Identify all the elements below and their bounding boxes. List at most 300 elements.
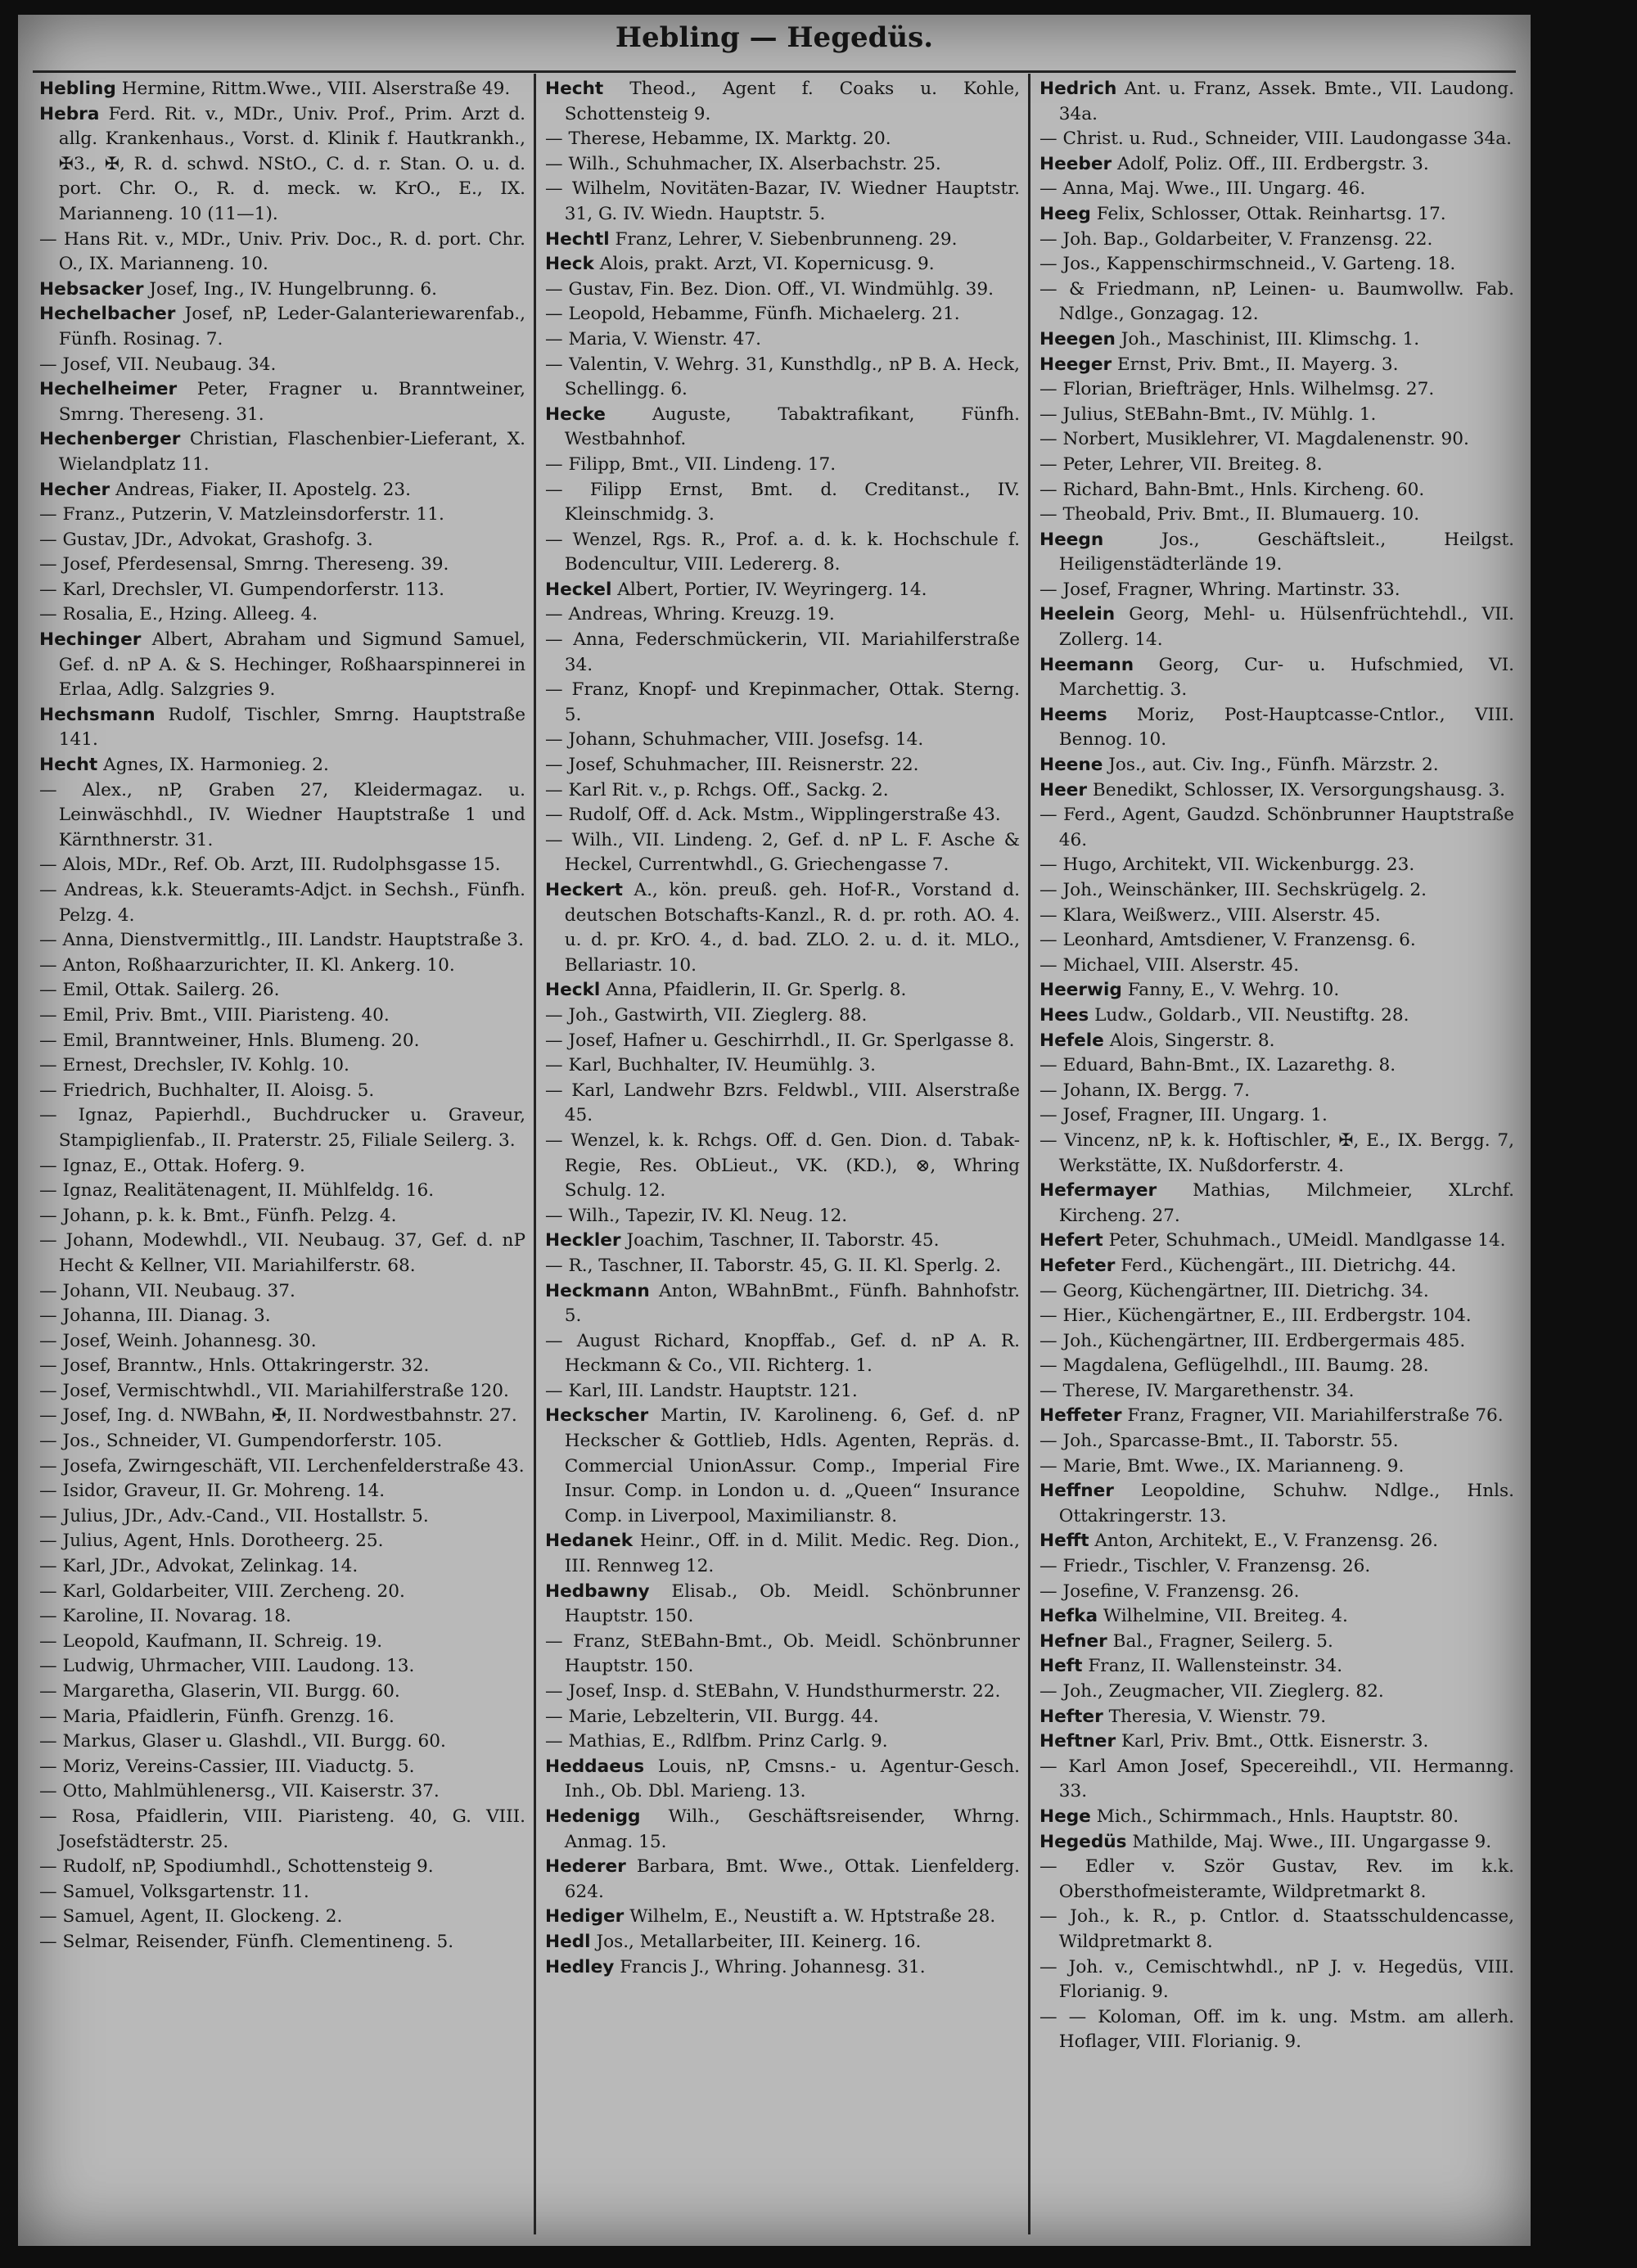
column-divider bbox=[534, 74, 536, 2234]
directory-entry bbox=[545, 1079, 1020, 1129]
directory-entry bbox=[1039, 1079, 1514, 1104]
directory-entry bbox=[1039, 252, 1514, 277]
entry-details: — Otto, Mahlmühlenersg., VII. Kaiserstr. 37. bbox=[39, 1781, 440, 1802]
entry-surname: Hechtl bbox=[545, 228, 610, 250]
entry-details: Martin, IV. Karolineng. 6, Gef. d. nP Heckscher & Gottlieb, Hdls. Agenten, Repräs. d. Commercial UnionAssur. Comp., Imperial Fire Insur. Comp. in London u. d. „Queen“ Insurance Comp. in Liverpool, Maximilianstr. 8. bbox=[564, 1405, 1020, 1526]
directory-entry bbox=[545, 127, 1020, 152]
entry-details: — Jos., Kappenschirmschneid., V. Garteng. 18. bbox=[1039, 254, 1456, 275]
directory-entry bbox=[39, 77, 525, 102]
directory-entry bbox=[545, 678, 1020, 728]
directory-entry bbox=[545, 628, 1020, 678]
entry-details: — Andreas, Whring. Kreuzg. 19. bbox=[545, 604, 835, 625]
entry-details: Hermine, Rittm.Wwe., VIII. Alserstraße 49. bbox=[121, 79, 511, 99]
directory-entry bbox=[39, 578, 525, 603]
directory-entry bbox=[39, 1504, 525, 1530]
entry-details: Ant. u. Franz, Assek. Bmte., VII. Laudong. 34a. bbox=[1058, 79, 1514, 124]
directory-entry bbox=[39, 1329, 525, 1355]
directory-entry bbox=[545, 1129, 1020, 1204]
entry-details: Mathilde, Maj. Wwe., III. Ungargasse 9. bbox=[1132, 1831, 1492, 1852]
entry-surname: Heerwig bbox=[1039, 980, 1122, 1001]
directory-entry bbox=[1039, 978, 1514, 1003]
directory-entry bbox=[545, 403, 1020, 453]
entry-details: Albert, Abraham und Sigmund Samuel, Gef. d. nP A. & S. Hechinger, Roßhaarspinnerei in Erlaa, Adlg. Salzgries 9. bbox=[58, 629, 525, 701]
entry-details: — Wilh., VII. Lindeng. 2, Gef. d. nP L. F. Asche & Heckel, Currentwhdl., G. Griechengasse 7. bbox=[545, 829, 1020, 876]
entry-surname: Heckl bbox=[545, 980, 601, 1001]
directory-entry bbox=[39, 1103, 525, 1153]
entry-details: Anton, Architekt, E., V. Franzensg. 26. bbox=[1094, 1531, 1439, 1552]
directory-entry bbox=[39, 753, 525, 778]
entry-details: — Jos., Schneider, VI. Gumpendorferstr. 105. bbox=[39, 1431, 443, 1452]
entry-details: — Joh., Weinschänker, III. Sechskrügelg. 2. bbox=[1039, 880, 1427, 900]
directory-entry bbox=[545, 1204, 1020, 1229]
entry-details: — Joh., Zeugmacher, VII. Zieglerg. 82. bbox=[1039, 1681, 1384, 1702]
entry-surname: Hedanek bbox=[545, 1531, 634, 1552]
entry-details: Rudolf, Tischler, Smrng. Hauptstraße 141. bbox=[58, 704, 525, 751]
entry-details: Fanny, E., V. Wehrg. 10. bbox=[1127, 980, 1340, 1001]
entry-details: Karl, Priv. Bmt., Ottk. Eisnerstr. 3. bbox=[1121, 1731, 1429, 1752]
entry-details: Elisab., Ob. Meidl. Schönbrunner Hauptstr. 150. bbox=[564, 1580, 1020, 1627]
entry-details: — Vincenz, nP, k. k. Hoftischler, ✠, E., IX. Bergg. 7, Werkstätte, IX. Nußdorferstr. 4. bbox=[1039, 1129, 1514, 1176]
directory-entry bbox=[39, 1029, 525, 1054]
directory-entry bbox=[545, 228, 1020, 253]
entry-details: Wilhelm, E., Neustift a. W. Hptstraße 28. bbox=[629, 1906, 996, 1928]
directory-entry bbox=[1039, 1429, 1514, 1454]
directory-entry bbox=[545, 302, 1020, 327]
directory-entry bbox=[1039, 653, 1514, 703]
directory-entry bbox=[39, 1880, 525, 1905]
directory-entry bbox=[1039, 1103, 1514, 1129]
entry-surname: Heckert bbox=[545, 880, 623, 900]
directory-entry bbox=[1039, 2005, 1514, 2055]
entry-details: — Josef, Weinh. Johannesg. 30. bbox=[39, 1330, 317, 1351]
entry-details: Francis J., Whring. Johannesg. 31. bbox=[620, 1956, 926, 1977]
directory-entry bbox=[1039, 1279, 1514, 1305]
entry-surname: Hefka bbox=[1039, 1606, 1098, 1627]
entry-details: — Julius, Agent, Hnls. Dorotheerg. 25. bbox=[39, 1531, 384, 1552]
directory-entry bbox=[545, 1680, 1020, 1705]
entry-details: — Wilh., Schuhmacher, IX. Alserbachstr. 25. bbox=[545, 153, 941, 174]
directory-entry bbox=[39, 1580, 525, 1605]
entry-details: — Hier., Küchengärtner, E., III. Erdbergstr. 104. bbox=[1039, 1305, 1472, 1327]
directory-entry bbox=[39, 102, 525, 228]
entry-details: — Alois, MDr., Ref. Ob. Arzt, III. Rudolphsgasse 15. bbox=[39, 854, 501, 876]
entry-details: Wilh., Geschäftsreisender, Whrng. Anmag. 15. bbox=[564, 1806, 1020, 1852]
entry-surname: Hecke bbox=[545, 404, 606, 425]
entry-details: — Karl Amon Josef, Specereihdl., VII. Hermanng. 33. bbox=[1039, 1756, 1514, 1802]
directory-entry bbox=[1039, 1654, 1514, 1680]
entry-details: Franz, Fragner, VII. Mariahilferstraße 76. bbox=[1127, 1405, 1504, 1427]
directory-entry bbox=[1039, 1830, 1514, 1855]
entry-details: — Johann, VII. Neubaug. 37. bbox=[39, 1280, 295, 1301]
directory-entry bbox=[545, 1705, 1020, 1730]
directory-entry bbox=[39, 1680, 525, 1705]
entry-details: — Karl, JDr., Advokat, Zelinkag. 14. bbox=[39, 1556, 359, 1577]
directory-entry bbox=[545, 1003, 1020, 1029]
directory-entry bbox=[1039, 703, 1514, 753]
entry-details: — Joh., Sparcasse-Bmt., II. Taborstr. 55. bbox=[1039, 1431, 1399, 1452]
directory-entry bbox=[39, 1554, 525, 1580]
directory-entry bbox=[1039, 904, 1514, 929]
directory-entry bbox=[1039, 503, 1514, 528]
entry-details: Jos., Metallarbeiter, III. Keinerg. 16. bbox=[596, 1931, 922, 1952]
entry-details: — Valentin, V. Wehrg. 31, Kunsthdlg., nP B. A. Heck, Schellingg. 6. bbox=[545, 354, 1020, 400]
entry-details: — Hans Rit. v., MDr., Univ. Priv. Doc., R. d. port. Chr. O., IX. Marianneng. 10. bbox=[39, 228, 525, 275]
directory-entry bbox=[39, 1179, 525, 1204]
entry-details: Christian, Flaschenbier-Lieferant, X. Wielandplatz 11. bbox=[58, 429, 525, 475]
directory-entry bbox=[545, 578, 1020, 603]
entry-details: — Ignaz, Realitätenagent, II. Mühlfeldg. 16. bbox=[39, 1180, 435, 1202]
entry-surname: Hefner bbox=[1039, 1630, 1107, 1652]
entry-details: — Markus, Glaser u. Glashdl., VII. Burgg. 60. bbox=[39, 1731, 446, 1752]
entry-surname: Heer bbox=[1039, 779, 1088, 800]
entry-details: — R., Taschner, II. Taborstr. 45, G. II. Kl. Sperlg. 2. bbox=[545, 1255, 1002, 1276]
entry-details: Josef, Ing., IV. Hungelbrunng. 6. bbox=[149, 278, 437, 300]
directory-entry bbox=[39, 1079, 525, 1104]
entry-details: — Johann, IX. Bergg. 7. bbox=[1039, 1080, 1251, 1101]
directory-entry bbox=[1039, 1404, 1514, 1429]
directory-entry bbox=[1039, 853, 1514, 878]
entry-details: — Joh., k. R., p. Cntlor. d. Staatsschuldencasse, Wildpretmarkt 8. bbox=[1039, 1906, 1514, 1952]
entry-details: Joh., Maschinist, III. Klimschg. 1. bbox=[1121, 328, 1420, 349]
directory-entry bbox=[545, 1630, 1020, 1680]
directory-entry bbox=[39, 1279, 525, 1305]
directory-entry bbox=[1039, 528, 1514, 578]
entry-details: Anna, Pfaidlerin, II. Gr. Sperlg. 8. bbox=[606, 980, 907, 1001]
directory-entry bbox=[1039, 77, 1514, 127]
entry-details: — Karl Rit. v., p. Rchgs. Off., Sackg. 2. bbox=[545, 779, 889, 800]
directory-entry bbox=[1039, 1580, 1514, 1605]
entry-surname: Hege bbox=[1039, 1806, 1091, 1827]
entry-surname: Hechenberger bbox=[39, 429, 181, 450]
directory-entry bbox=[545, 1580, 1020, 1630]
directory-entry bbox=[39, 1479, 525, 1504]
directory-entry bbox=[545, 753, 1020, 778]
directory-entry bbox=[1039, 778, 1514, 804]
entry-surname: Heckmann bbox=[545, 1280, 650, 1301]
directory-entry bbox=[39, 602, 525, 628]
directory-entry bbox=[1039, 1053, 1514, 1079]
entry-surname: Heddaeus bbox=[545, 1756, 645, 1777]
entry-surname: Heemann bbox=[1039, 654, 1134, 675]
directory-entry bbox=[39, 1204, 525, 1229]
directory-entry bbox=[1039, 1705, 1514, 1730]
directory-entry bbox=[1039, 1129, 1514, 1179]
directory-entry bbox=[545, 1805, 1020, 1855]
entry-details: Louis, nP, Cmsns.- u. Agentur-Gesch. Inh., Ob. Dbl. Marieng. 13. bbox=[564, 1756, 1020, 1802]
directory-entry bbox=[1039, 1379, 1514, 1405]
entry-surname: Hecher bbox=[39, 479, 110, 500]
entry-details: — Johanna, III. Dianag. 3. bbox=[39, 1305, 271, 1327]
entry-details: — Marie, Bmt. Wwe., IX. Marianneng. 9. bbox=[1039, 1455, 1405, 1477]
directory-entry bbox=[1039, 954, 1514, 979]
directory-entry bbox=[1039, 127, 1514, 152]
directory-entry bbox=[39, 778, 525, 854]
directory-entry bbox=[1039, 1755, 1514, 1805]
directory-entry bbox=[1039, 1179, 1514, 1229]
directory-entry bbox=[1039, 228, 1514, 253]
entry-details: — Wilhelm, Novitäten-Bazar, IV. Wiedner Hauptstr. 31, G. IV. Wiedn. Hauptstr. 5. bbox=[545, 178, 1020, 224]
entry-surname: Hecht bbox=[39, 755, 98, 776]
directory-entry bbox=[545, 1955, 1020, 1981]
entry-details: Mathias, Milchmeier, XLrchf. Kircheng. 27. bbox=[1058, 1180, 1514, 1226]
entry-surname: Heckel bbox=[545, 579, 612, 600]
entry-surname: Hechelheimer bbox=[39, 379, 178, 400]
entry-details: — Johann, p. k. k. Bmt., Fünfh. Pelzg. 4. bbox=[39, 1205, 397, 1226]
entry-details: — Magdalena, Geflügelhdl., III. Baumg. 28. bbox=[1039, 1355, 1429, 1377]
entry-surname: Heffner bbox=[1039, 1481, 1114, 1502]
directory-entry bbox=[1039, 753, 1514, 778]
directory-entry bbox=[1039, 1729, 1514, 1755]
entry-details: Andreas, Fiaker, II. Apostelg. 23. bbox=[115, 479, 412, 500]
entry-details: — Ludwig, Uhrmacher, VIII. Laudong. 13. bbox=[39, 1656, 415, 1677]
entry-details: — Marie, Lebzelterin, VII. Burgg. 44. bbox=[545, 1706, 879, 1727]
entry-details: — Julius, JDr., Adv.-Cand., VII. Hostallstr. 5. bbox=[39, 1505, 429, 1526]
directory-entry bbox=[39, 1930, 525, 1955]
column-divider bbox=[1028, 74, 1030, 2234]
entry-details: — Joh. v., Cemischtwhdl., nP J. v. Hegedüs, VIII. Florianig. 9. bbox=[1039, 1956, 1514, 2003]
entry-details: Moriz, Post-Hauptcasse-Cntlor., VIII. Bennog. 10. bbox=[1058, 704, 1514, 751]
entry-details: Theresia, V. Wienstr. 79. bbox=[1108, 1706, 1327, 1727]
entry-details: Georg, Mehl- u. Hülsenfrüchtehdl., VII. Zollerg. 14. bbox=[1058, 604, 1514, 651]
entry-details: — Anna, Maj. Wwe., III. Ungarg. 46. bbox=[1039, 178, 1366, 200]
directory-entry bbox=[39, 1304, 525, 1329]
entry-surname: Heckler bbox=[545, 1230, 621, 1251]
directory-entry bbox=[545, 728, 1020, 753]
entry-details: Ernst, Priv. Bmt., II. Mayerg. 3. bbox=[1117, 354, 1399, 375]
entry-details: — Franz, StEBahn-Bmt., Ob. Meidl. Schönbrunner Hauptstr. 150. bbox=[545, 1630, 1020, 1677]
entry-details: — Maria, V. Wienstr. 47. bbox=[545, 328, 762, 349]
entry-details: — Josef, Fragner, III. Ungarg. 1. bbox=[1039, 1105, 1328, 1126]
directory-entry bbox=[545, 528, 1020, 578]
entry-surname: Hedl bbox=[545, 1931, 591, 1952]
entry-details: Georg, Cur- u. Hufschmied, VI. Marchettig. 3. bbox=[1058, 654, 1514, 701]
directory-entry bbox=[545, 1029, 1020, 1054]
directory-entry bbox=[545, 602, 1020, 628]
entry-details: — Josefa, Zwirngeschäft, VII. Lerchenfelderstraße 43. bbox=[39, 1455, 525, 1477]
directory-entry bbox=[39, 302, 525, 352]
directory-entry bbox=[545, 77, 1020, 127]
directory-entry bbox=[1039, 578, 1514, 603]
entry-details: — Josef, Schuhmacher, III. Reisnerstr. 22. bbox=[545, 755, 919, 776]
directory-entry bbox=[39, 1604, 525, 1630]
entry-details: — Christ. u. Rud., Schneider, VIII. Laudongasse 34a. bbox=[1039, 129, 1512, 150]
entry-details: Alois, prakt. Arzt, VI. Kopernicusg. 9. bbox=[599, 254, 935, 275]
entry-details: Adolf, Poliz. Off., III. Erdbergstr. 3. bbox=[1117, 153, 1429, 174]
directory-entry bbox=[39, 1053, 525, 1079]
entry-details: — Anton, Roßhaarzurichter, II. Kl. Ankerg. 10. bbox=[39, 954, 455, 976]
directory-entry bbox=[39, 1630, 525, 1655]
entry-surname: Heelein bbox=[1039, 604, 1116, 625]
entry-surname: Hefeter bbox=[1039, 1255, 1116, 1276]
entry-details: Heinr., Off. in d. Milit. Medic. Reg. Dion., III. Rennweg 12. bbox=[564, 1531, 1020, 1577]
directory-entry bbox=[39, 1229, 525, 1278]
directory-entry bbox=[39, 1729, 525, 1755]
entry-details: Peter, Fragner u. Branntweiner, Smrng. Thereseng. 31. bbox=[58, 379, 525, 425]
entry-details: — Julius, StEBahn-Bmt., IV. Mühlg. 1. bbox=[1039, 404, 1377, 425]
entry-details: — Richard, Bahn-Bmt., Hnls. Kircheng. 60. bbox=[1039, 479, 1425, 500]
entry-details: — Ignaz, Papierhdl., Buchdrucker u. Graveur, Stampiglienfab., II. Praterstr. 25, Filiale Seilerg. 3. bbox=[39, 1105, 525, 1151]
entry-details: — & Friedmann, nP, Leinen- u. Baumwollw. Fab. Ndlge., Gonzagag. 12. bbox=[1039, 278, 1514, 325]
entry-details: Wilhelmine, VII. Breiteg. 4. bbox=[1103, 1606, 1348, 1627]
directory-entry bbox=[1039, 353, 1514, 378]
entry-details: — Gustav, Fin. Bez. Dion. Off., VI. Windmühlg. 39. bbox=[545, 278, 994, 300]
directory-entry bbox=[39, 353, 525, 378]
entry-surname: Heffeter bbox=[1039, 1405, 1122, 1427]
directory-entry bbox=[1039, 1529, 1514, 1554]
entry-details: — Wenzel, Rgs. R., Prof. a. d. k. k. Hochschule f. Bodencultur, VIII. Ledererg. 8. bbox=[545, 529, 1020, 575]
directory-entry bbox=[1039, 1254, 1514, 1279]
directory-entry bbox=[39, 1905, 525, 1930]
directory-entry bbox=[545, 478, 1020, 528]
entry-details: — Florian, Briefträger, Hnls. Wilhelmsg. 27. bbox=[1039, 379, 1435, 400]
column-3 bbox=[1031, 77, 1522, 2238]
directory-entry bbox=[39, 1429, 525, 1454]
directory-entry bbox=[1039, 152, 1514, 178]
entry-details: — Anna, Dienstvermittlg., III. Landstr. Hauptstraße 3. bbox=[39, 930, 524, 951]
entry-details: — Josefine, V. Franzensg. 26. bbox=[1039, 1580, 1300, 1602]
directory-entry bbox=[39, 228, 525, 277]
directory-entry bbox=[545, 803, 1020, 828]
directory-entry bbox=[545, 152, 1020, 178]
directory-entry bbox=[39, 552, 525, 578]
entry-details: — Joh., Gastwirth, VII. Zieglerg. 88. bbox=[545, 1004, 868, 1026]
entry-details: Jos., Geschäftsleit., Heilgst. Heiligenstädterlände 19. bbox=[1058, 529, 1514, 575]
directory-entry bbox=[39, 1805, 525, 1855]
entry-details: — Theobald, Priv. Bmt., II. Blumauerg. 10. bbox=[1039, 504, 1420, 525]
directory-entry bbox=[545, 778, 1020, 804]
directory-entry bbox=[1039, 1905, 1514, 1955]
header-rule bbox=[33, 70, 1516, 73]
entry-details: — Rudolf, nP, Spodiumhdl., Schottensteig 9. bbox=[39, 1856, 434, 1878]
entry-details: Ferd., Küchengärt., III. Dietrichg. 44. bbox=[1121, 1255, 1457, 1276]
entry-surname: Hedrich bbox=[1039, 79, 1117, 99]
entry-details: — Wenzel, k. k. Rchgs. Off. d. Gen. Dion. d. Tabak-Regie, Res. ObLieut., VK. (KD.), ⊗, Whring Schulg. 12. bbox=[545, 1129, 1020, 1202]
entry-details: Leopoldine, Schuhw. Ndlge., Hnls. Ottakringerstr. 13. bbox=[1058, 1481, 1514, 1526]
directory-entry bbox=[39, 1654, 525, 1680]
entry-details: Agnes, IX. Harmonieg. 2. bbox=[103, 755, 329, 776]
entry-details: — Klara, Weißwerz., VIII. Alserstr. 45. bbox=[1039, 904, 1381, 926]
entry-details: Anton, WBahnBmt., Fünfh. Bahnhofstr. 5. bbox=[564, 1280, 1020, 1327]
entry-details: — Johann, Modewhdl., VII. Neubaug. 37, Gef. d. nP Hecht & Kellner, VII. Mariahilferstr. 68. bbox=[39, 1230, 525, 1276]
entry-details: — Peter, Lehrer, VII. Breiteg. 8. bbox=[1039, 453, 1323, 475]
entry-details: — Moriz, Vereins-Cassier, III. Viaductg. 5. bbox=[39, 1756, 415, 1777]
entry-surname: Heeber bbox=[1039, 153, 1112, 174]
entry-details: — Leopold, Kaufmann, II. Schreig. 19. bbox=[39, 1630, 383, 1652]
entry-details: — Leopold, Hebamme, Fünfh. Michaelerg. 21. bbox=[545, 304, 960, 325]
entry-details: — Emil, Branntweiner, Hnls. Blumeng. 20. bbox=[39, 1030, 420, 1051]
entry-surname: Hediger bbox=[545, 1906, 625, 1928]
entry-surname: Heftner bbox=[1039, 1731, 1116, 1752]
directory-entry bbox=[545, 1254, 1020, 1279]
entry-details: — Isidor, Graveur, II. Gr. Mohreng. 14. bbox=[39, 1481, 386, 1502]
directory-entry bbox=[1039, 1604, 1514, 1630]
directory-entry bbox=[1039, 1680, 1514, 1705]
entry-details: Bal., Fragner, Seilerg. 5. bbox=[1112, 1630, 1333, 1652]
entry-details: Ferd. Rit. v., MDr., Univ. Prof., Prim. Arzt d. allg. Krankenhaus., Vorst. d. Klinik f. Hautkrankh., ✠3., ✠, R. d. schwd. NStO., C. d. r. Stan. O. u. d. port. Chr. O., R. d. meck. w. KrO., E., IX. Marianneng. 10 (11—1). bbox=[58, 103, 525, 224]
entry-surname: Heeger bbox=[1039, 354, 1112, 375]
entry-details: — Karoline, II. Novarag. 18. bbox=[39, 1606, 291, 1627]
directory-entry bbox=[545, 277, 1020, 303]
directory-entry bbox=[1039, 1354, 1514, 1379]
entry-surname: Hedbawny bbox=[545, 1580, 650, 1602]
entry-details: — Selmar, Reisender, Fünfh. Clementineng. 5. bbox=[39, 1931, 454, 1952]
directory-entry bbox=[545, 1229, 1020, 1254]
entry-details: — Josef, Ing. d. NWBahn, ✠, II. Nordwestbahnstr. 27. bbox=[39, 1405, 517, 1427]
entry-surname: Hedley bbox=[545, 1956, 615, 1977]
entry-details: — Therese, IV. Margarethenstr. 34. bbox=[1039, 1380, 1355, 1401]
directory-entry bbox=[1039, 878, 1514, 904]
entry-surname: Heene bbox=[1039, 755, 1103, 776]
entry-details: — Franz, Knopf- und Krepinmacher, Ottak. Sterng. 5. bbox=[545, 679, 1020, 725]
directory-entry bbox=[1039, 177, 1514, 202]
entry-details: — Ferd., Agent, Gaudzd. Schönbrunner Hauptstraße 46. bbox=[1039, 805, 1514, 850]
directory-entry bbox=[1039, 1304, 1514, 1329]
directory-entry bbox=[1039, 1855, 1514, 1905]
entry-details: — Josef, Pferdesensal, Smrng. Thereseng. 39. bbox=[39, 554, 449, 575]
entry-details: Albert, Portier, IV. Weyringerg. 14. bbox=[617, 579, 927, 600]
entry-surname: Hechinger bbox=[39, 629, 142, 651]
directory-entry bbox=[1039, 478, 1514, 503]
directory-entry bbox=[545, 1529, 1020, 1579]
directory-entry bbox=[39, 427, 525, 477]
directory-entry bbox=[39, 1379, 525, 1405]
directory-entry bbox=[39, 1779, 525, 1805]
entry-surname: Hebsacker bbox=[39, 278, 144, 300]
directory-entry bbox=[1039, 1805, 1514, 1830]
entry-details: — Friedrich, Buchhalter, II. Aloisg. 5. bbox=[39, 1080, 375, 1101]
directory-entry bbox=[545, 1404, 1020, 1529]
directory-entry bbox=[39, 928, 525, 954]
directory-page bbox=[18, 15, 1531, 2246]
directory-entry bbox=[545, 1755, 1020, 1805]
directory-entry bbox=[1039, 803, 1514, 853]
entry-details: — Rosa, Pfaidlerin, VIII. Piaristeng. 40, G. VIII. Josefstädterstr. 25. bbox=[39, 1806, 525, 1852]
directory-entry bbox=[545, 828, 1020, 878]
entry-details: — Ernest, Drechsler, IV. Kohlg. 10. bbox=[39, 1055, 349, 1076]
entry-surname: Hecht bbox=[545, 79, 604, 99]
entry-details: — Michael, VIII. Alserstr. 45. bbox=[1039, 954, 1300, 976]
entry-details: — Josef, VII. Neubaug. 34. bbox=[39, 354, 277, 375]
directory-entry bbox=[545, 1329, 1020, 1379]
entry-surname: Hebra bbox=[39, 103, 100, 124]
directory-entry bbox=[39, 978, 525, 1003]
directory-entry bbox=[1039, 1454, 1514, 1480]
directory-entry bbox=[39, 1855, 525, 1880]
directory-entry bbox=[39, 1529, 525, 1554]
directory-entry bbox=[545, 1930, 1020, 1955]
entry-surname: Heckscher bbox=[545, 1405, 649, 1427]
directory-entry bbox=[545, 978, 1020, 1003]
directory-entry bbox=[1039, 1479, 1514, 1529]
entry-surname: Hederer bbox=[545, 1856, 626, 1878]
directory-entry bbox=[1039, 202, 1514, 228]
directory-entry bbox=[545, 1053, 1020, 1079]
entry-details: Franz, Lehrer, V. Siebenbrunneng. 29. bbox=[615, 228, 958, 250]
directory-entry bbox=[545, 1729, 1020, 1755]
entry-details: Jos., aut. Civ. Ing., Fünfh. Märzstr. 2. bbox=[1108, 755, 1439, 776]
directory-entry bbox=[39, 878, 525, 928]
entry-details: — Gustav, JDr., Advokat, Grashofg. 3. bbox=[39, 529, 373, 550]
directory-entry bbox=[545, 453, 1020, 478]
entry-details: Franz, II. Wallensteinstr. 34. bbox=[1088, 1656, 1343, 1677]
entry-details: Theod., Agent f. Coaks u. Kohle, Schottensteig 9. bbox=[564, 79, 1020, 124]
entry-details: — Mathias, E., Rdlfbm. Prinz Carlg. 9. bbox=[545, 1731, 888, 1752]
directory-entry bbox=[39, 954, 525, 979]
entry-details: — Johann, Schuhmacher, VIII. Josefsg. 14. bbox=[545, 729, 924, 751]
entry-details: — Rosalia, E., Hzing. Alleeg. 4. bbox=[39, 604, 318, 625]
entry-details: Ludw., Goldarb., VII. Neustiftg. 28. bbox=[1094, 1004, 1409, 1026]
entry-surname: Hegedüs bbox=[1039, 1831, 1127, 1852]
